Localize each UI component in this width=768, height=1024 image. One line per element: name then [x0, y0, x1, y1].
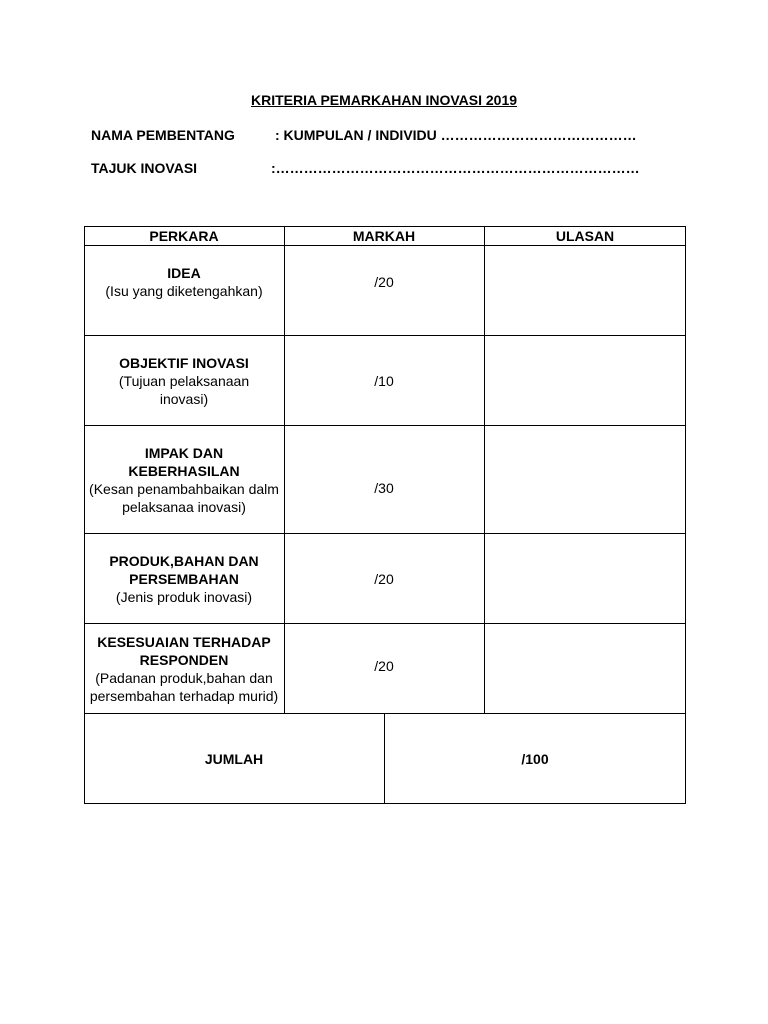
mark-cell: /30: [374, 480, 394, 496]
total-label: JUMLAH: [204, 750, 264, 767]
mark-cell: /20: [374, 658, 394, 674]
comment-cell[interactable]: [484, 624, 686, 713]
mark-cell: /10: [374, 372, 394, 389]
tajuk-inovasi-row: [91, 160, 640, 176]
total-value: /100: [521, 750, 549, 767]
criteria-title: OBJEKTIF INOVASI: [119, 354, 249, 371]
header-markah: MARKAH: [352, 228, 416, 244]
marking-table: [84, 226, 686, 804]
tajuk-inovasi-value: :……………………………………………………………………: [271, 160, 640, 176]
header-ulasan: ULASAN: [555, 228, 615, 244]
criteria-title: PRODUK,BAHAN DAN PERSEMBAHAN: [109, 552, 259, 587]
document-title: [0, 92, 768, 108]
criteria-title: IDEA: [167, 265, 201, 281]
tajuk-inovasi-label: TAJUK INOVASI: [91, 160, 198, 176]
criteria-cell: [88, 426, 280, 533]
table-border-bottom: [84, 803, 686, 804]
header-perkara: PERKARA: [149, 228, 219, 244]
mark-cell: /20: [374, 274, 394, 290]
criteria-desc: (Kesan penambahbaikan dalm pelaksanaa inovasi): [89, 480, 279, 515]
nama-pembentang-value: : KUMPULAN / INDIVIDU ……………………………………: [275, 127, 637, 143]
comment-cell[interactable]: [484, 246, 686, 335]
criteria-desc: (Tujuan pelaksanaan inovasi): [118, 372, 250, 407]
criteria-cell: [88, 246, 280, 318]
criteria-title: KESESUAIAN TERHADAP RESPONDEN: [97, 633, 271, 668]
criteria-desc: (Padanan produk,bahan dan persembahan terhadap murid): [89, 669, 279, 704]
criteria-desc: (Isu yang diketengahkan): [105, 283, 263, 299]
criteria-cell: [86, 624, 282, 713]
criteria-cell: [88, 534, 280, 623]
mark-cell: /20: [374, 570, 394, 587]
comment-cell[interactable]: [484, 426, 686, 533]
nama-pembentang-label: NAMA PEMBENTANG: [91, 127, 235, 143]
nama-pembentang-row: [91, 127, 637, 143]
comment-cell[interactable]: [484, 534, 686, 623]
criteria-desc: (Jenis produk inovasi): [115, 588, 253, 605]
criteria-title: IMPAK DAN KEBERHASILAN: [128, 444, 240, 479]
document-title-text: KRITERIA PEMARKAHAN INOVASI 2019: [250, 92, 518, 108]
criteria-cell: [96, 336, 272, 425]
comment-cell[interactable]: [484, 336, 686, 425]
